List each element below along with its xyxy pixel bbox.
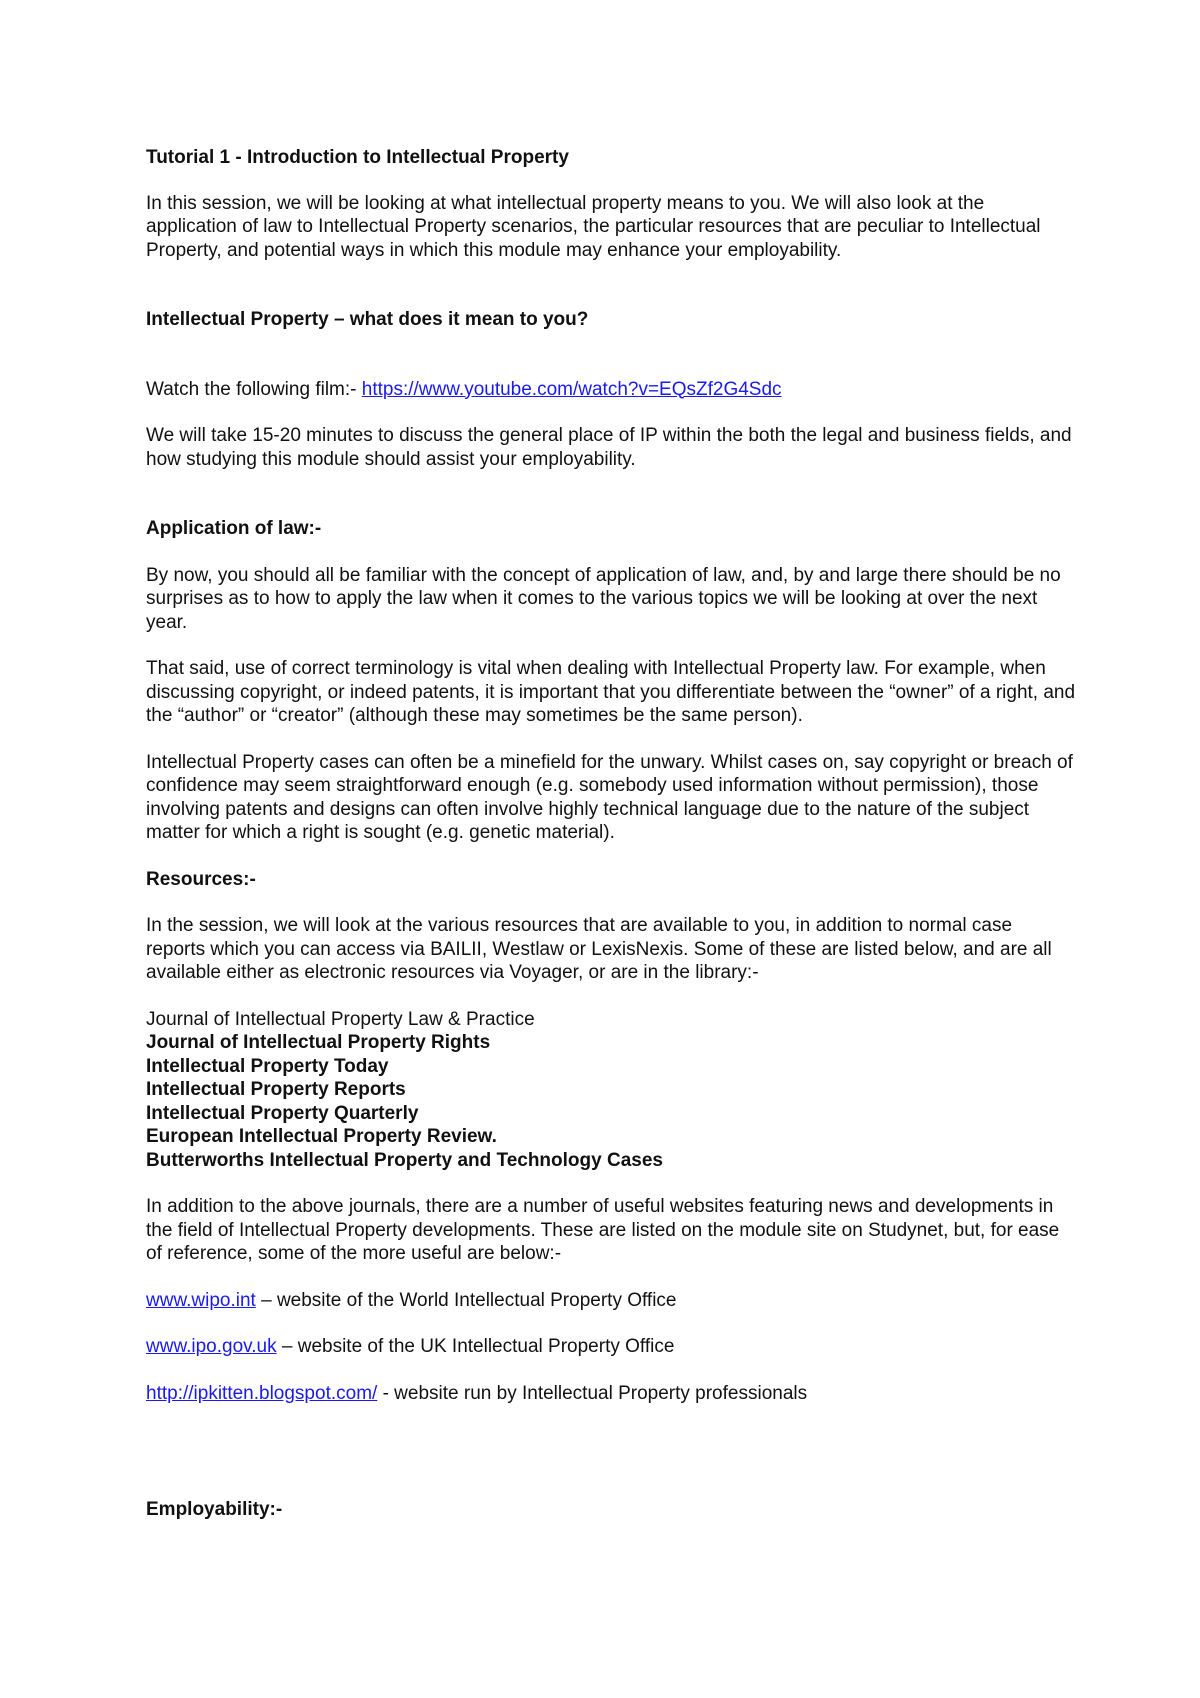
youtube-link[interactable]: https://www.youtube.com/watch?v=EQsZf2G4Sdc — [361, 378, 782, 400]
employability-heading: Employability:- — [146, 1499, 283, 1520]
wipo-link[interactable]: www.wipo.int — [146, 1289, 256, 1311]
application-paragraph-3: Intellectual Property cases can often be a minefield for the unwary. Whilst cases on, say copyright or breach of confidence may seem straightforward enough (e.g. somebody used information without permission), those involving patents and designs can often involve highly technical language due to the nature of the subject matter for which a right is sought (e.g. genetic material). — [146, 751, 1073, 843]
meaning-heading: Intellectual Property – what does it mean to you? — [146, 309, 589, 330]
website-line-ipo — [146, 1335, 1076, 1359]
ipkitten-description: - website run by Intellectual Property professionals — [377, 1382, 808, 1404]
journal-item: Intellectual Property Today — [146, 1055, 389, 1077]
resources-heading: Resources:- — [146, 868, 256, 890]
journal-item: European Intellectual Property Review. — [146, 1126, 497, 1147]
website-line-wipo — [146, 1289, 1076, 1313]
watch-film-prefix: Watch the following film:- — [146, 378, 362, 400]
resources-paragraph-2: In addition to the above journals, there are a number of useful websites featuring news and developments in the field of Intellectual Property developments. These are listed on the module site on Studynet, but, for ease of reference, some of the more useful are below:- — [146, 1196, 1060, 1264]
document-body — [146, 146, 1076, 1522]
website-line-ipkitten — [146, 1382, 1076, 1406]
ipo-link[interactable]: www.ipo.gov.uk — [146, 1336, 277, 1357]
wipo-description: – website of the World Intellectual Property Office — [255, 1289, 677, 1311]
journal-item: Journal of Intellectual Property Law & Practice — [146, 1008, 535, 1030]
application-heading: Application of law:- — [146, 518, 322, 539]
journal-list — [146, 1008, 1076, 1173]
watch-film-line — [146, 378, 1076, 402]
journal-item: Journal of Intellectual Property Rights — [146, 1032, 491, 1053]
document-title: Tutorial 1 - Introduction to Intellectual Property — [146, 147, 569, 168]
discuss-paragraph: We will take 15-20 minutes to discuss the general place of IP within the both the legal and business fields, and how studying this module should assist your employability. — [146, 425, 1072, 470]
journal-item: Intellectual Property Quarterly — [146, 1102, 419, 1124]
ipkitten-link[interactable]: http://ipkitten.blogspot.com/ — [146, 1382, 378, 1404]
application-paragraph-2: That said, use of correct terminology is vital when dealing with Intellectual Property law. For example, when discussing copyright, or indeed patents, it is important that you differentiate between the “owner” of a right, and the “author” or “creator” (although these may sometimes be the same person). — [146, 658, 1076, 726]
resources-paragraph-1: In the session, we will look at the various resources that are available to you, in addition to normal case reports which you can access via BAILII, Westlaw or LexisNexis. Some of these are listed below, and are all available either as electronic resources via Voyager, or are in the library:- — [146, 915, 1052, 983]
journal-item: Intellectual Property Reports — [146, 1079, 406, 1100]
ipo-description: – website of the UK Intellectual Property Office — [276, 1336, 675, 1357]
intro-paragraph: In this session, we will be looking at what intellectual property means to you. We will also look at the application of law to Intellectual Property scenarios, the particular resources that are peculiar to Intellectual Property, and potential ways in which this module may enhance your employability. — [146, 192, 1041, 261]
application-paragraph-1: By now, you should all be familiar with the concept of application of law, and, by and large there should be no surprises as to how to apply the law when it comes to the various topics we will be looking at over the next year. — [146, 564, 1061, 633]
journal-item: Butterworths Intellectual Property and Technology Cases — [146, 1149, 663, 1171]
